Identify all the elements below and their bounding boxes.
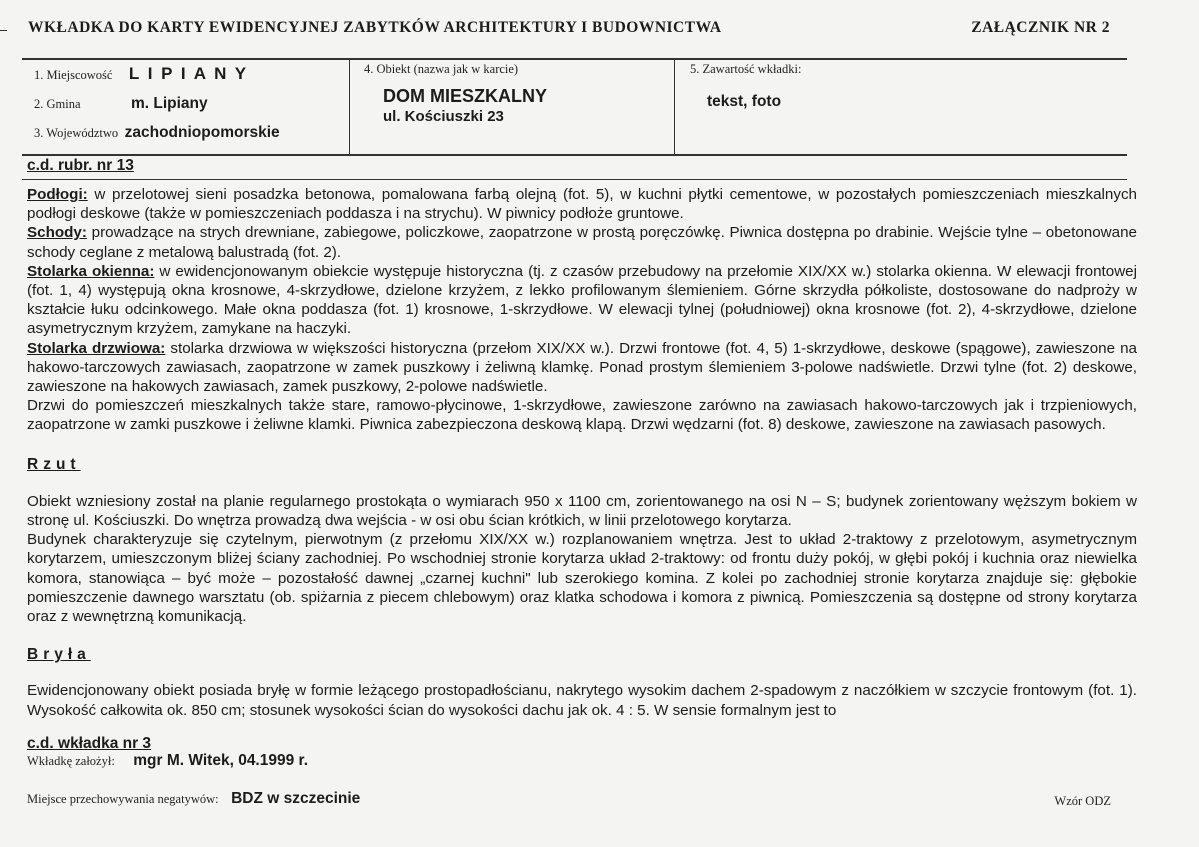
paragraph-drzwi: Drzwi do pomieszczeń mieszkalnych także stare, ramowo-płycinowe, 1-skrzydłowe, zawieszone zarówno na zawiasach hakowo-tarczowych jak i trzpieniowych, zaopatrzone w zamki puszkowe i żeliwne klamki. Piwnica zabezpieczona deskową klapą. Drzwi wędzarni (fot. 8) deskowe, zawieszone na zawiasach pasowych. (27, 397, 1137, 434)
gmina-value: m. Lipiany (130, 95, 208, 112)
okienna-label: Stolarka okienna: (27, 262, 155, 280)
wojewodztwo-label: 3. Województwo (34, 126, 119, 140)
continuation-rule (22, 179, 1127, 180)
negatives-line (27, 790, 360, 808)
obiekt-name: DOM MIESZKALNY (383, 86, 547, 106)
zawartosc-label: 5. Zawartość wkładki: (690, 62, 802, 76)
schody-text: prowadzące na strych drewniane, zabiegowe, policzkowe, zaopatrzone w prostą poręczówkę. Piwnica dostępna po drabinie. Wejście tylne – obetonowane schody ceglane z metalową balustradą (fot. 2). (27, 224, 1137, 261)
drzwiowa-label: Stolarka drzwiowa: (27, 339, 166, 357)
continuation-bottom: c.d. wkładka nr 3 (27, 735, 152, 752)
field-miejscowosc (34, 64, 248, 84)
table-divider-1 (349, 59, 350, 154)
page-edge-mark (0, 30, 7, 31)
negatives-label: Miejsce przechowywania negatywów: (27, 792, 219, 806)
field-gmina (34, 95, 208, 113)
table-bottom-border (22, 154, 1127, 156)
wojewodztwo-value: zachodniopomorskie (124, 124, 280, 141)
obiekt-label: 4. Obiekt (nazwa jak w karcie) (364, 62, 519, 76)
podlogi-label: Podłogi: (27, 186, 88, 203)
paragraph-rzut-1: Obiekt wzniesiony został na planie regularnego prostokąta o wymiarach 950 x 1100 cm, zorientowanego na osi N – S; budynek zorientowany węższym bokiem w stronę ul. Kościuszki. Do wnętrza prowadzą dwa wejścia - w osi obu ścian krótkich, w linii przelotowego korytarza. (27, 492, 1137, 530)
paragraph-stolarka-okienna (27, 262, 1137, 339)
paragraph-bryla-1: Ewidencjonowany obiekt posiada bryłę w formie leżącego prostopadłościanu, nakrytego wysokim dachem 2-spadowym z naczółkiem w szczycie frontowym (fot. 1). Wysokość całkowita ok. 850 cm; stosunek wysokości ścian do wysokości dachu jak ok. 4 : 5. W sensie formalnym jest to (27, 682, 1137, 719)
gmina-label: 2. Gmina (34, 97, 81, 111)
field-wojewodztwo (34, 124, 280, 142)
main-text (27, 185, 1137, 720)
miejscowosc-value: L I P I A N Y (128, 64, 249, 83)
attachment-number: ZAŁĄCZNIK NR 2 (971, 19, 1110, 36)
table-divider-2 (674, 59, 675, 154)
paragraph-schody (27, 223, 1137, 261)
paragraph-stolarka-drzwiowa (27, 339, 1137, 397)
schody-label: Schody: (27, 224, 87, 242)
miejscowosc-label: 1. Miejscowość (34, 68, 113, 82)
zawartosc-value: tekst, foto (707, 93, 782, 110)
obiekt-address: ul. Kościuszki 23 (383, 108, 504, 125)
table-top-border (22, 58, 1127, 60)
negatives-value: BDZ w szczecinie (231, 790, 361, 807)
author-line (27, 752, 308, 770)
paragraph-podlogi (27, 185, 1137, 223)
section-heading-bryla: Bryła (27, 646, 91, 664)
podlogi-text: w przelotowej sieni posadzka betonowa, pomalowana farbą olejną (fot. 5), w kuchni płytki cementowe, w pozostałych pomieszczeniach mieszkalnych podłogi deskowe (także w pomieszczeniach poddasza i na strychu). W piwnicy podłoże gruntowe. (27, 186, 1137, 223)
continuation-top: c.d. rubr. nr 13 (27, 157, 134, 174)
document-title: WKŁADKA DO KARTY EWIDENCYJNEJ ZABYTKÓW ARCHITEKTURY I BUDOWNICTWA (28, 19, 722, 36)
author-value: mgr M. Witek, 04.1999 r. (133, 752, 309, 769)
template-mark: Wzór ODZ (1054, 794, 1111, 808)
okienna-text: w ewidencjonowanym obiekcie występuje historyczna (tj. z czasów przebudowy na przełomie XIX/XX w.) stolarka okienna. W elewacji frontowej (fot. 1, 4) występują okna krosnowe, 4-skrzydłowe, dzielone krzyżem, z lekko profilowanym ślemieniem. Górne skrzydła półkoliste, dostosowane do nadprożу w kształcie łuku odcinkowego. Małe okna poddasza (fot. 1) krosnowe, 1-skrzydłowe. W elewacji tylnej (południowej) okna krosnowe (fot. 2), 4-skrzydłowe, dzielone asymetrycznym krzyżem, zamykane na haczyki. (27, 262, 1137, 338)
author-label: Wkładkę założył: (27, 754, 115, 768)
section-heading-rzut: Rzut (27, 455, 81, 473)
drzwiowa-text: stolarka drzwiowa w większości historyczna (przełom XIX/XX w.). Drzwi frontowe (fot. 4, 5) 1-skrzydłowe, deskowe (spągowe), zawieszone na hakowo-tarczowych zawiasach, zaopatrzone w zamek puszkowy i żeliwną klamkę. Ponad prostym ślemieniem 3-polowe nadświetle. Drzwi tylne (fot. 2) deskowe, zawieszone na hakowych zawiasach, zamek puszkowy, 2-polowe nadświetle. (27, 339, 1137, 396)
paragraph-rzut-2: Budynek charakteryzuje się czytelnym, pierwotnym (z przełomu XIX/XX w.) rozplanowaniem wnętrza. Jest to układ 2-traktowy z przelotowym, asymetrycznym korytarzem, umieszczonym bliżej ściany zachodniej. Po wschodniej stronie korytarza układ 2-traktowy: od frontu duży pokój, w głębi pokój i kuchnia oraz niewielka komora, stanowiąca – być może – pozostałość dawnej „czarnej kuchni" lub szerokiego komina. Z kolei po zachodniej stronie korytarza znajduje się: głębokie pomieszczenie dawnego warsztatu (ob. spiżarnia z piecem chlebowym) oraz klatka schodowa i komora z piwnicą. Pomieszczenia są dostępne od strony korytarza oraz z wewnętrzną komunikacją. (27, 531, 1137, 626)
